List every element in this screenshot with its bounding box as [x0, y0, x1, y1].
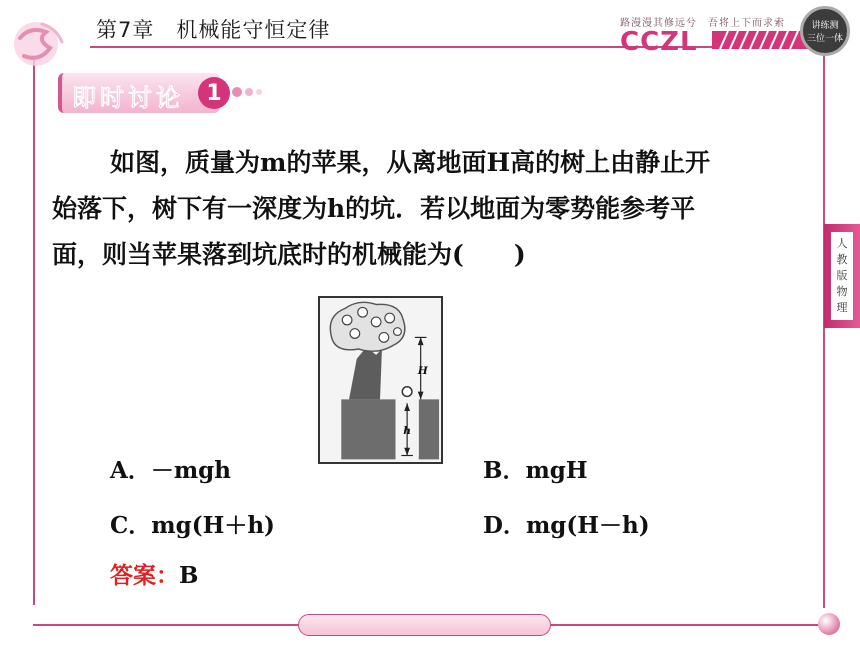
option-b[interactable]: B．mgH [483, 457, 588, 484]
brand-stripes-icon [712, 31, 808, 49]
side-tab-textbook[interactable] [824, 224, 860, 328]
chapter-title: 第7章 机械能守恒定律 [96, 18, 331, 42]
frame-right-border [823, 48, 825, 608]
slogan-text: 路漫漫其修远兮 吾将上下而求索 [620, 18, 785, 29]
answer-line [110, 557, 198, 590]
falling-apple [402, 387, 412, 397]
side-tab-char: 物 [836, 285, 848, 298]
footer-rule-right [551, 624, 819, 626]
ground-right [419, 399, 439, 459]
discussion-label: 即时讨论 [72, 84, 184, 112]
side-tab-char: 理 [836, 301, 848, 314]
tree-canopy [330, 302, 405, 351]
badge-bottom-text: 三位一体 [806, 34, 843, 44]
brand-logo: CCZL [620, 27, 698, 57]
frame-left-border [33, 60, 35, 605]
badge-top-text: 讲练测 [811, 21, 839, 31]
discussion-tag [58, 73, 238, 113]
navigation-dot-icon[interactable] [818, 613, 840, 635]
answer-label: 答案： [110, 563, 179, 589]
label-h: h [403, 424, 411, 438]
navigation-bar[interactable] [298, 614, 551, 636]
question-text [52, 140, 812, 278]
label-H: H [417, 364, 428, 378]
side-tab-char: 人 [836, 237, 848, 250]
answer-value: B [179, 562, 199, 589]
side-tab-char: 版 [836, 269, 848, 282]
question-line-1: 如图，质量为m的苹果，从离地面H高的树上由静止开 [110, 148, 711, 177]
option-d[interactable]: D．mg(H－h) [483, 512, 650, 539]
side-tab-char: 教 [836, 253, 848, 266]
ground-left [341, 399, 395, 459]
decorative-dots [232, 87, 262, 97]
question-line-3: 面，则当苹果落到坑底时的机械能为( ) [52, 240, 526, 269]
lecture-logo-icon [6, 18, 76, 74]
apple-tree-figure [318, 296, 443, 464]
side-tab-label [831, 232, 853, 320]
question-line-2: 始落下，树下有一深度为h的坑．若以地面为零势能参考平 [52, 194, 696, 223]
option-a[interactable]: A．－mgh [110, 457, 231, 484]
option-c[interactable]: C．mg(H＋h) [110, 512, 275, 539]
series-badge [800, 6, 850, 56]
discussion-number: 1 [198, 77, 230, 109]
footer-rule-left [33, 624, 298, 626]
